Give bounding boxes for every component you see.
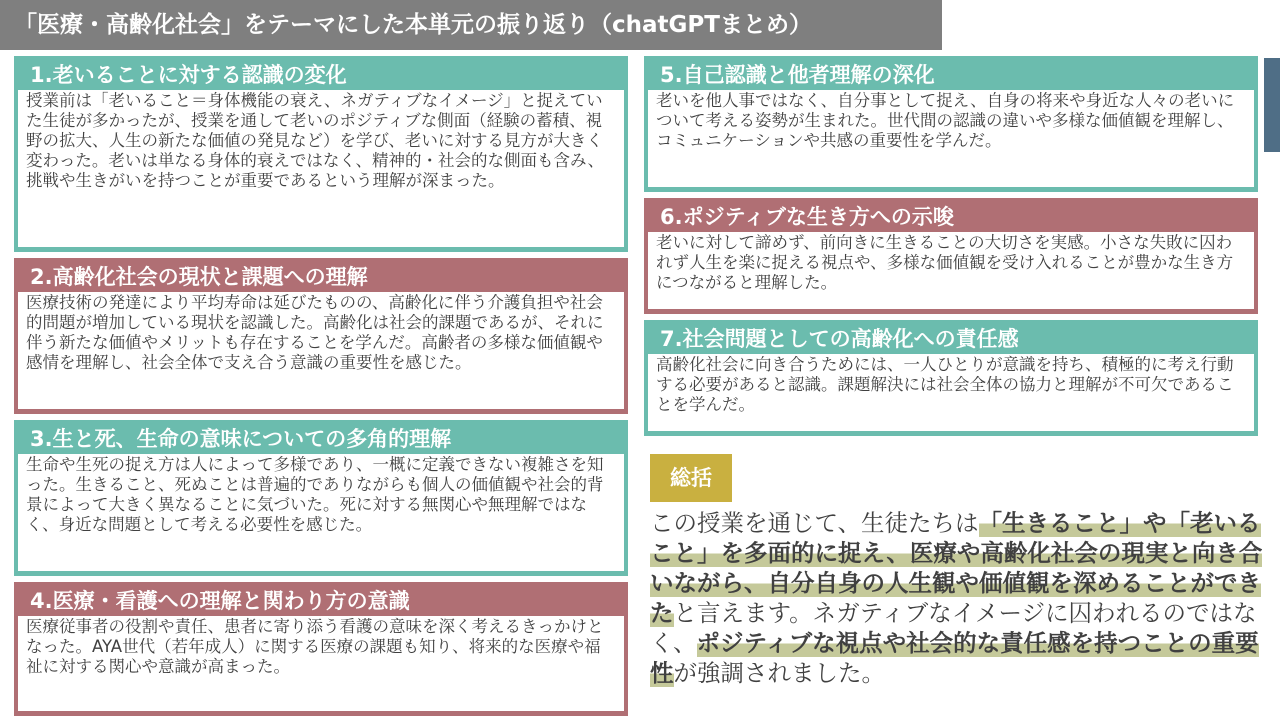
- summary-highlight: ポジティブな視点や社会的な責任感を持つことの重要性: [650, 629, 1259, 687]
- section-body: 生命や生死の捉え方は人によって多様であり、一概に定義できない複雑さを知った。生きること、死ぬことは普遍的でありながらも個人の価値観や社会的背景によって大きく異なることに気づいた。死に対する無関心や無理解ではなく、身近な問題として考える必要性を感じた。: [18, 454, 624, 571]
- section-card-3: [14, 420, 628, 576]
- section-heading: 5.自己認識と他者理解の深化: [660, 63, 935, 87]
- section-heading: 7.社会問題としての高齢化への責任感: [660, 327, 1019, 351]
- section-card-2: [14, 258, 628, 414]
- section-body: 医療従事者の役割や責任、患者に寄り添う看護の意味を深く考えるきっかけとなった。AYA世代（若年成人）に関する医療の課題も知り、将来的な医療や福祉に対する関心や意識が高まった。: [18, 616, 624, 711]
- section-body: 医療技術の発達により平均寿命は延びたものの、高齢化に伴う介護負担や社会的問題が増加している現状を認識した。高齢化は社会的課題であるが、それに伴う新たな価値やメリットも存在することを学んだ。高齢者の多様な価値観や感情を理解し、社会全体で支え合う意識の重要性を感じた。: [18, 292, 624, 409]
- section-heading: 1.老いることに対する認識の変化: [30, 63, 347, 87]
- slide-title: 「医療・高齢化社会」をテーマにした本単元の振り返り（chatGPTまとめ）: [0, 0, 942, 50]
- summary-text-part: が強調されました。: [673, 659, 885, 687]
- section-body: 老いを他人事ではなく、自分事として捉え、自身の将来や身近な人々の老いについて考える姿勢が生まれた。世代間の認識の違いや多様な価値観を理解し、コミュニケーションや共感の重要性を学んだ。: [648, 90, 1254, 187]
- summary-text-part: と言えます。ネガティブなイメージに囚われるのではなく、: [650, 599, 1257, 657]
- section-body: 授業前は「老いること＝身体機能の衰え、ネガティブなイメージ」と捉えていた生徒が多かったが、授業を通して老いのポジティブな側面（経験の蓄積、視野の拡大、人生の新たな価値の発見など）を学び、老いに対する見方が大きく変わった。老いは単なる身体的衰えではなく、精神的・社会的な側面も含み、挑戦や生きがいを持つことが重要であるという理解が深まった。: [18, 90, 624, 247]
- section-card-6: [644, 198, 1258, 314]
- summary-text-part: この授業を通じて、生徒たちは: [650, 509, 979, 537]
- section-card-7: [644, 320, 1258, 436]
- summary-label: 総括: [650, 454, 732, 502]
- section-card-4: [14, 582, 628, 716]
- section-body: 老いに対して諦めず、前向きに生きることの大切さを実感。小さな失敗に囚われず人生を楽に捉える視点や、多様な価値観を受け入れることが豊かな生き方につながると理解した。: [648, 232, 1254, 309]
- summary-text: [650, 508, 1280, 688]
- section-card-5: [644, 56, 1258, 192]
- side-accent-bar: [1264, 58, 1280, 152]
- section-heading: 3.生と死、生命の意味についての多角的理解: [30, 427, 452, 451]
- section-card-1: [14, 56, 628, 252]
- section-heading: 2.高齢化社会の現状と課題への理解: [30, 265, 368, 289]
- section-body: 高齢化社会に向き合うためには、一人ひとりが意識を持ち、積極的に考え行動する必要があると認識。課題解決には社会全体の協力と理解が不可欠であることを学んだ。: [648, 354, 1254, 431]
- section-heading: 4.医療・看護への理解と関わり方の意識: [30, 589, 410, 613]
- summary-highlight: 「生きること」や「老いること」を多面的に捉え、医療や高齢化社会の現実と向き合いながら、自分自身の人生観や価値観を深めることができた: [650, 509, 1263, 627]
- section-heading: 6.ポジティブな生き方への示唆: [660, 205, 954, 229]
